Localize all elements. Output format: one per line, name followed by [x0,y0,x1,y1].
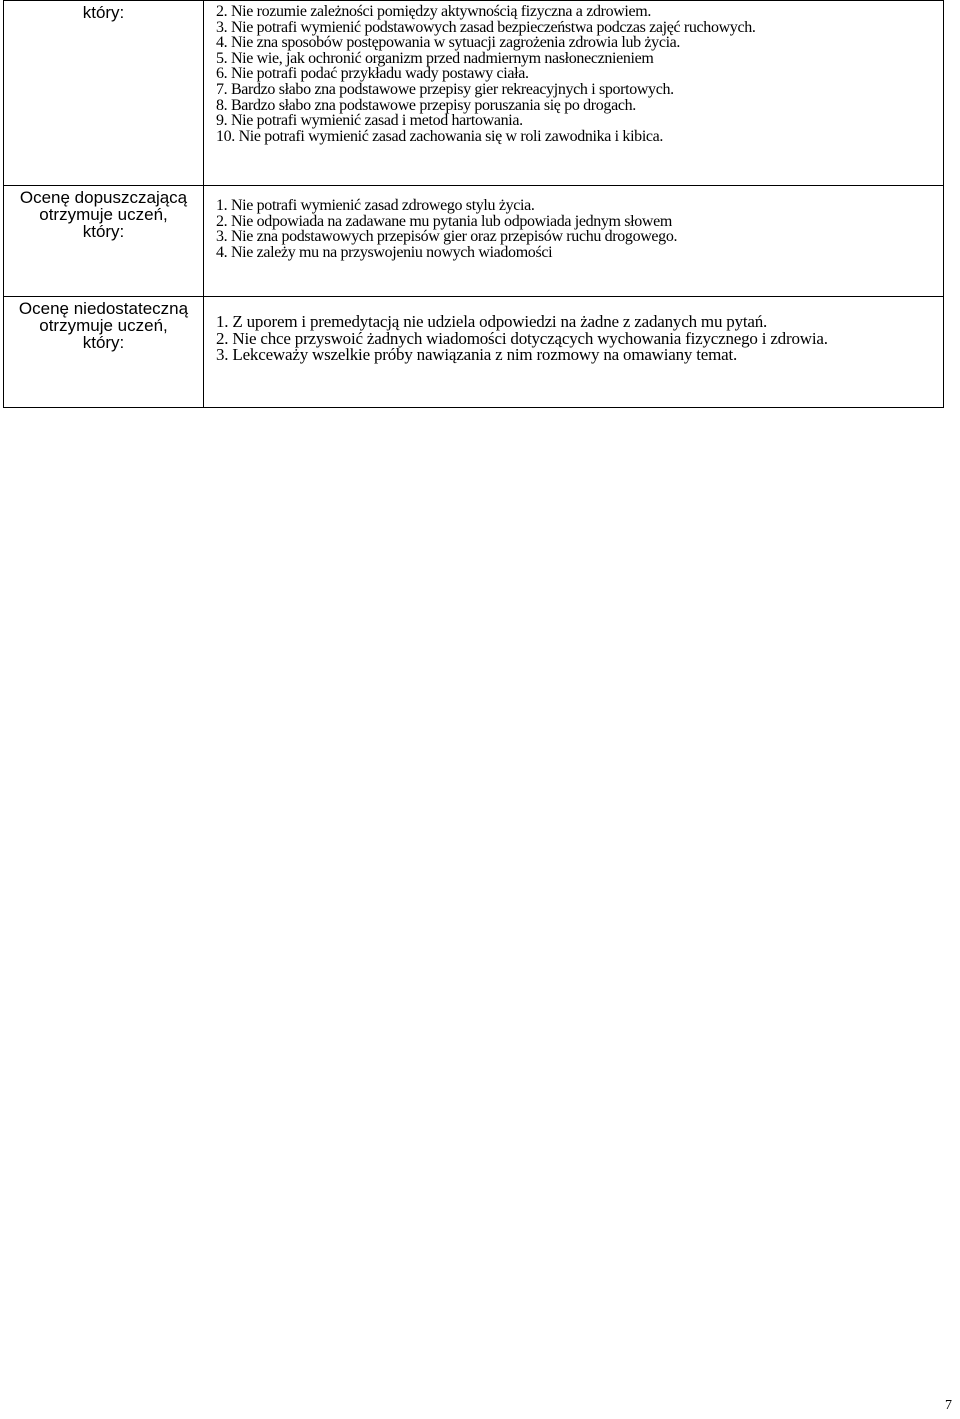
grade-label-cell [4,297,204,408]
criterion-item: 4. Nie zna sposobów postępowania w sytuacji zagrożenia zdrowia lub życia. [216,34,681,52]
grade-label-line: który: [82,333,125,352]
criterion-item: 10. Nie potrafi wymienić zasad zachowania się w roli zawodnika i kibica. [216,127,664,145]
criterion-item: 2. Nie chce przyswoić żadnych wiadomości dotyczących wychowania fizycznego i zdrowia. [216,328,828,348]
criterion-item: 3. Nie potrafi wymienić podstawowych zasad bezpieczeństwa podczas zajęć ruchowych. [216,18,756,36]
grade-label-line: który: [82,222,125,241]
page-number: 7 [945,1398,952,1413]
criterion-item: 1. Nie potrafi wymienić zasad zdrowego stylu życia. [216,197,535,214]
criteria-cell [204,186,944,297]
criterion-item: 3. Nie zna podstawowych przepisów gier oraz przepisów ruchu drogowego. [216,228,678,246]
criterion-item: 2. Nie rozumie zależności pomiędzy aktywnością fizyczna a zdrowiem. [216,3,652,20]
criterion-item: 2. Nie odpowiada na zadawane mu pytania lub odpowiada jednym słowem [216,212,672,230]
grade-label-cell [4,186,204,297]
grade-label-line: otrzymuje uczeń, [39,205,168,224]
criterion-item: 6. Nie potrafi podać przykładu wady postawy ciała. [216,65,529,83]
criterion-item: 9. Nie potrafi wymienić zasad i metod hartowania. [216,112,523,130]
criterion-item: 1. Z uporem i premedytacją nie udziela odpowiedzi na żadne z zadanych mu pytań. [216,312,768,331]
grade-label-line: otrzymuje uczeń, [39,316,168,335]
criterion-item: 5. Nie wie, jak ochronić organizm przed nadmiernym nasłonecznieniem [216,49,654,67]
grade-label-line: Ocenę dopuszczającą [19,188,188,207]
table-row [4,1,944,186]
table-row [4,186,944,297]
criteria-cell [204,1,944,186]
criterion-item: 8. Bardzo słabo zna podstawowe przepisy poruszania się po drogach. [216,96,636,114]
grade-label-line: Ocenę niedostateczną [18,299,189,318]
criterion-item: 3. Lekceważy wszelkie próby nawiązania z nim rozmowy na omawiany temat. [216,345,738,364]
criterion-item: 4. Nie zależy mu na przyswojeniu nowych wiadomości [216,243,553,261]
grade-label-cell [4,1,204,186]
criterion-item: 7. Bardzo słabo zna podstawowe przepisy gier rekreacyjnych i sportowych. [216,80,674,98]
criteria-cell [204,297,944,408]
grade-label-line: który: [82,3,125,22]
grading-criteria-table [3,0,944,408]
table-row [4,297,944,408]
